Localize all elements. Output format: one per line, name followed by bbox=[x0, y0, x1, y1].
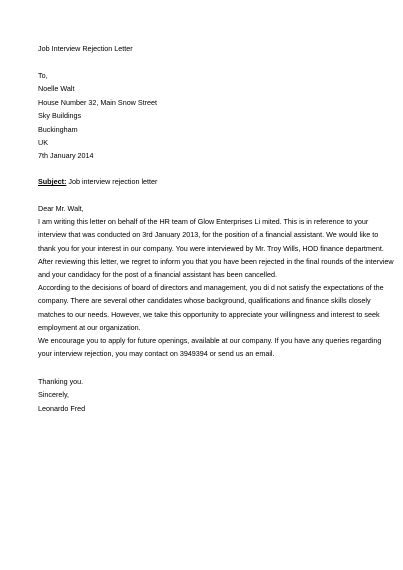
document-title: Job Interview Rejection Letter bbox=[38, 44, 133, 53]
subject-line bbox=[38, 176, 157, 187]
address-line: Sky Buildings bbox=[38, 111, 82, 121]
address-line: House Number 32, Main Snow Street bbox=[38, 97, 158, 107]
address-line: Noelle Walt bbox=[38, 84, 75, 94]
body-line: and your candidacy for the post of a financial assistant has been cancelled. bbox=[38, 269, 277, 279]
salutation: Dear Mr. Walt, bbox=[38, 204, 84, 213]
body-line: According to the decisions of board of directors and management, you di d not satisfy the expectations of the bbox=[38, 283, 384, 293]
letter-date: 7th January 2014 bbox=[38, 151, 94, 161]
address-line: Buckingham bbox=[38, 124, 78, 134]
closing-line: Sincerely, bbox=[38, 390, 70, 400]
body-line: employment at our organization. bbox=[38, 322, 141, 332]
body-line: We encourage you to apply for future openings, available at our company. If you have any queries regarding bbox=[38, 335, 382, 345]
body-line: your interview rejection, you may contact on 3949394 or send us an email. bbox=[38, 349, 275, 359]
body-line: company. There are several other candidates whose background, qualifications and finance skills closely bbox=[38, 296, 371, 306]
body-line: interview that was conducted on 3rd January 2013, for the position of a financial assistant. We would like to bbox=[38, 230, 379, 240]
closing-line: Thanking you. bbox=[38, 377, 84, 386]
address-line: UK bbox=[38, 137, 48, 147]
letter-closing bbox=[38, 375, 85, 415]
body-line: After reviewing this letter, we regret to inform you that you have been rejected in the final rounds of the interview bbox=[38, 256, 394, 266]
letter-body bbox=[38, 202, 394, 360]
body-line: I am writing this letter on behalf of the HR team of Glow Enterprises Li mited. This is in reference to your bbox=[38, 217, 369, 227]
body-line: matches to our needs. However, we take this opportunity to appreciate your willingness and interest to seek bbox=[38, 309, 380, 319]
signature-name: Leonardo Fred bbox=[38, 403, 86, 413]
address-line: To, bbox=[38, 71, 48, 80]
recipient-address bbox=[38, 69, 157, 163]
body-line: thank you for your interest in our company. You were interviewed by Mr. Troy Wills, HOD finance department. bbox=[38, 243, 384, 253]
subject-text: Job interview rejection letter bbox=[66, 177, 158, 186]
subject-label: Subject: bbox=[38, 177, 67, 186]
